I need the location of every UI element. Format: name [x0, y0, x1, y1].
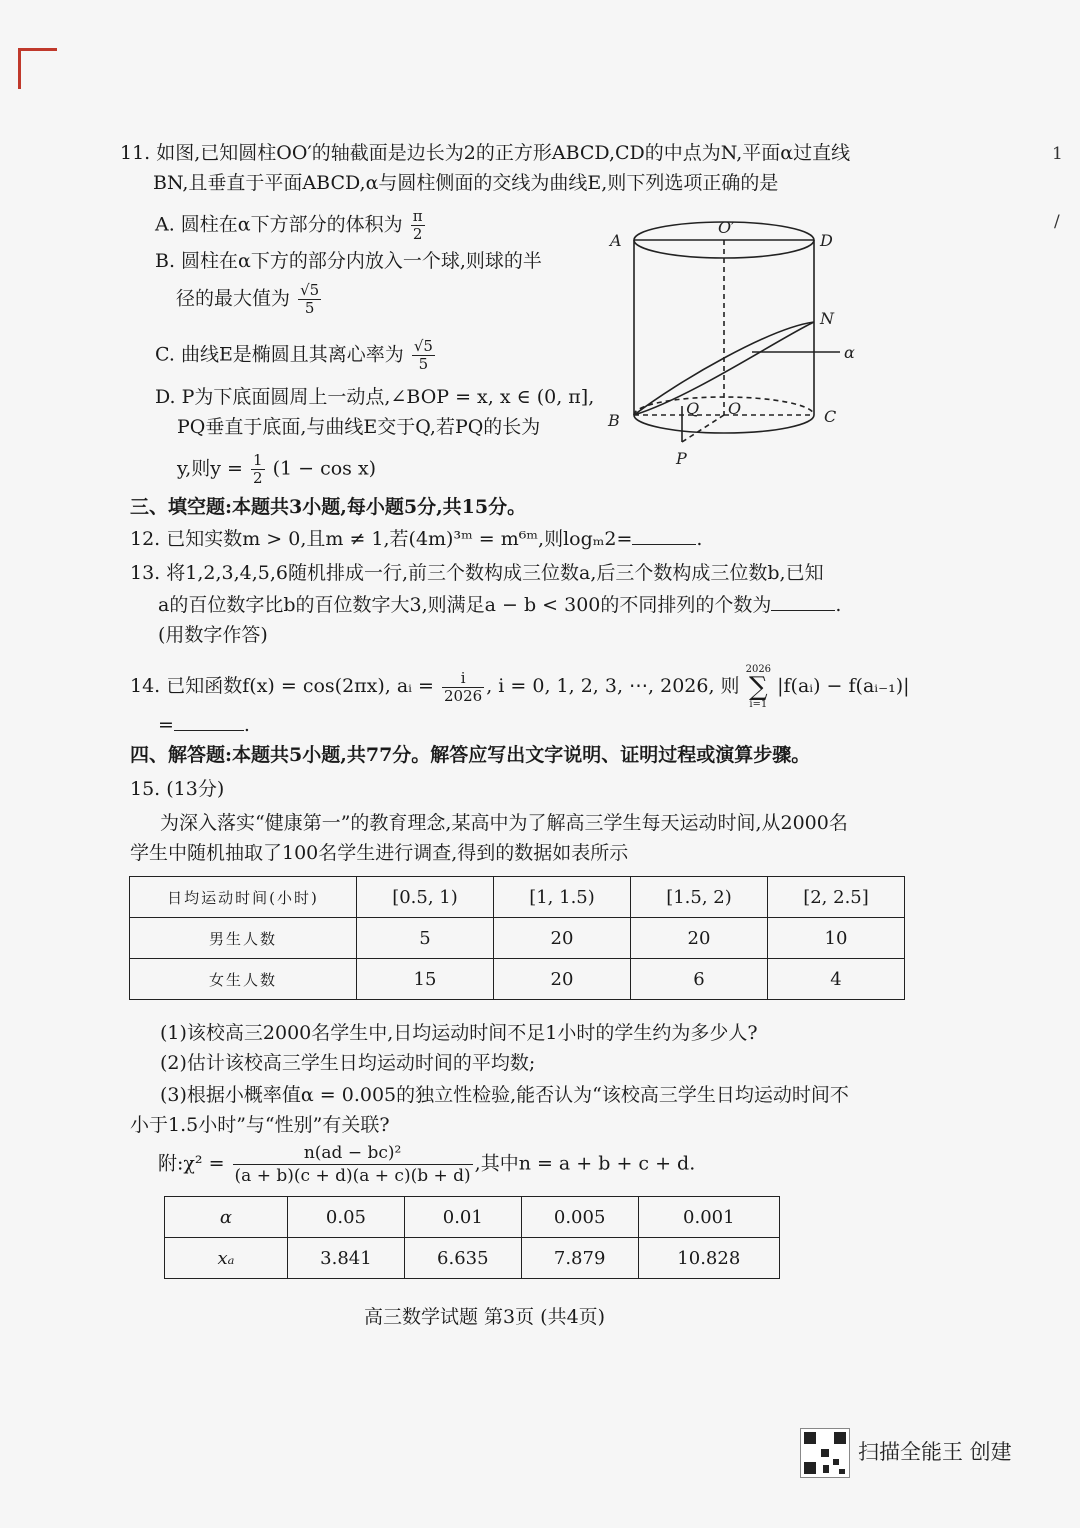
label-c: C — [824, 407, 837, 426]
frac-num: π — [412, 207, 423, 225]
frac-den: 5 — [418, 355, 429, 373]
label-p: P — [676, 449, 687, 468]
table-cell: 7.879 — [521, 1238, 638, 1279]
qr-code-icon — [800, 1428, 850, 1478]
table-cell: xₐ — [165, 1238, 288, 1279]
table-cell: 0.01 — [404, 1197, 521, 1238]
table-cell: 10.828 — [638, 1238, 779, 1279]
section-3-title: 三、填空题:本题共3小题,每小题5分,共15分。 — [130, 496, 527, 518]
q14-sum — [746, 664, 771, 710]
q11-option-b-line2 — [176, 282, 323, 317]
table-cell: 20 — [494, 918, 631, 959]
q11-line1: 11. 如图,已知圆柱OO′的轴截面是边长为2的正方形ABCD,CD的中点为N,平面α过直线 — [120, 142, 851, 164]
table-cell: 3.841 — [288, 1238, 405, 1279]
label-alpha: α — [844, 343, 855, 362]
q14-eq: = — [158, 714, 174, 736]
sum-upper: 2026 — [745, 664, 772, 675]
q14-expr: |f(aᵢ) − f(aᵢ₋₁)| — [777, 675, 910, 697]
label-o: O — [728, 399, 742, 418]
critical-value-table — [164, 1196, 780, 1279]
q15-appendix — [158, 1142, 695, 1187]
q15-head: 15. (13分) — [130, 778, 225, 800]
q12-text: 12. 已知实数m > 0,且m ≠ 1,若(4m)³ᵐ = m⁶ᵐ,则logₘ2= — [130, 528, 633, 550]
table-cell: α — [165, 1197, 288, 1238]
table-cell: 20 — [631, 918, 768, 959]
label-d: D — [820, 231, 833, 250]
table-cell: [2, 2.5] — [768, 877, 905, 918]
option-c-text: C. 曲线E是椭圆且其离心率为 — [155, 343, 404, 366]
q15-sub2: (2)估计该校高三学生日均运动时间的平均数; — [160, 1052, 536, 1074]
q11-line2: BN,且垂直于平面ABCD,α与圆柱侧面的交线为曲线E,则下列选项正确的是 — [153, 172, 779, 194]
q12: 12. 已知实数m > 0,且m ≠ 1,若(4m)³ᵐ = m⁶ᵐ,则logₘ2= . — [130, 528, 703, 550]
bottom-front-arc — [634, 415, 814, 433]
frac-den: 2026 — [444, 686, 483, 705]
option-b-fraction — [298, 282, 321, 317]
frac-den: 2 — [412, 225, 423, 243]
option-d-pre: y,则y = — [177, 457, 243, 480]
q13-line3: (用数字作答) — [158, 624, 268, 646]
q15-para1: 为深入落实“健康第一”的教育理念,某高中为了解高三学生每天运动时间,从2000名 — [160, 812, 848, 834]
table-cell: [1.5, 2) — [631, 877, 768, 918]
option-a-text: A. 圆柱在α下方部分的体积为 — [155, 213, 403, 236]
table-row — [165, 1197, 780, 1238]
table-row — [130, 877, 905, 918]
table-cell: 15 — [357, 959, 494, 1000]
table-cell: [1, 1.5) — [494, 877, 631, 918]
q14-mid: , i = 0, 1, 2, 3, ⋯, 2026, 则 — [486, 675, 740, 697]
label-n: N — [820, 309, 834, 328]
appendix-post: ,其中n = a + b + c + d. — [474, 1152, 696, 1175]
q15-sub1: (1)该校高三2000名学生中,日均运动时间不足1小时的学生约为多少人? — [160, 1022, 758, 1044]
option-a-fraction — [411, 208, 425, 243]
frac-num: √5 — [300, 281, 320, 299]
frac-num: i — [442, 670, 484, 688]
frac-den: 5 — [304, 299, 315, 317]
label-q: Q — [686, 399, 700, 418]
q13-line1: 13. 将1,2,3,4,5,6随机排成一行,前三个数构成三位数a,后三个数构成三位数b,已知 — [130, 562, 824, 584]
table-cell: 10 — [768, 918, 905, 959]
q14-answer-blank — [174, 712, 244, 731]
table-cell: 5 — [357, 918, 494, 959]
table-cell: 男生人数 — [130, 918, 357, 959]
table-row — [130, 918, 905, 959]
option-d-post: (1 − cos x) — [272, 457, 377, 480]
q14-fraction — [442, 670, 484, 705]
sum-symbol: ∑ — [749, 672, 768, 702]
q11-option-d-line3 — [177, 452, 376, 487]
table-cell: 0.05 — [288, 1197, 405, 1238]
option-d-fraction — [251, 452, 265, 487]
q14-pre: 14. 已知函数f(x) = cos(2πx), aᵢ = — [130, 675, 434, 697]
frac-den: 2 — [253, 469, 263, 487]
table-row — [165, 1238, 780, 1279]
q15-para2: 学生中随机抽取了100名学生进行调查,得到的数据如表所示 — [130, 842, 629, 864]
table-cell: 20 — [494, 959, 631, 1000]
appendix-pre: 附:χ² = — [158, 1152, 225, 1175]
table-cell: 0.005 — [521, 1197, 638, 1238]
table-cell: 6.635 — [404, 1238, 521, 1279]
table-row — [130, 959, 905, 1000]
frac-num: 1 — [253, 451, 263, 469]
page-footer: 高三数学试题 第3页 (共4页) — [364, 1306, 606, 1328]
q13-line2: a的百位数字比b的百位数字大3,则满足a − b < 300的不同排列的个数为 . — [158, 594, 842, 616]
sum-lower: i=1 — [749, 699, 768, 710]
q11-option-c — [155, 338, 437, 373]
q13-answer-blank — [771, 592, 835, 611]
table-cell: 0.001 — [638, 1197, 779, 1238]
cylinder-figure — [600, 210, 870, 470]
table-cell: 女生人数 — [130, 959, 357, 1000]
q11-option-d-line2: PQ垂直于底面,与曲线E交于Q,若PQ的长为 — [177, 416, 541, 438]
frac-num: n(ad − bc)² — [233, 1142, 473, 1165]
frac-den: (a + b)(c + d)(a + c)(b + d) — [234, 1166, 471, 1186]
section-4-title: 四、解答题:本题共5小题,共77分。解答应写出文字说明、证明过程或演算步骤。 — [130, 744, 811, 766]
label-o-prime: O′ — [718, 218, 735, 237]
q13-line2-text: a的百位数字比b的百位数字大3,则满足a − b < 300的不同排列的个数为 — [158, 594, 772, 616]
edge-mark-2: / — [1054, 212, 1060, 232]
q14-answer: = . — [158, 714, 250, 736]
corner-mark — [18, 48, 57, 89]
q15-sub3-line2: 小于1.5小时”与“性别”有关联? — [130, 1114, 390, 1136]
table-cell: 4 — [768, 959, 905, 1000]
label-b: B — [608, 411, 620, 430]
q12-answer-blank — [632, 526, 696, 545]
option-b-text: 径的最大值为 — [176, 287, 291, 310]
q11-option-b-line1: B. 圆柱在α下方的部分内放入一个球,则球的半 — [155, 250, 542, 272]
q11-option-a — [155, 208, 427, 243]
scanner-watermark: 扫描全能王 创建 — [858, 1440, 1012, 1464]
table-cell: 日均运动时间(小时) — [130, 877, 357, 918]
edge-mark-1: 1 — [1052, 144, 1063, 164]
chi-square-fraction — [233, 1142, 473, 1187]
frac-num: √5 — [413, 337, 433, 355]
op-segment — [682, 415, 724, 442]
q14 — [130, 664, 910, 710]
table-cell: [0.5, 1) — [357, 877, 494, 918]
q15-sub3-line1: (3)根据小概率值α = 0.005的独立性检验,能否认为“该校高三学生日均运动时间不 — [160, 1084, 849, 1106]
table-cell: 6 — [631, 959, 768, 1000]
q11-option-d-line1: D. P为下底面圆周上一动点,∠BOP = x, x ∈ (0, π], — [155, 386, 595, 408]
survey-table — [129, 876, 905, 1000]
label-a: A — [610, 231, 622, 250]
option-c-fraction — [412, 338, 435, 373]
